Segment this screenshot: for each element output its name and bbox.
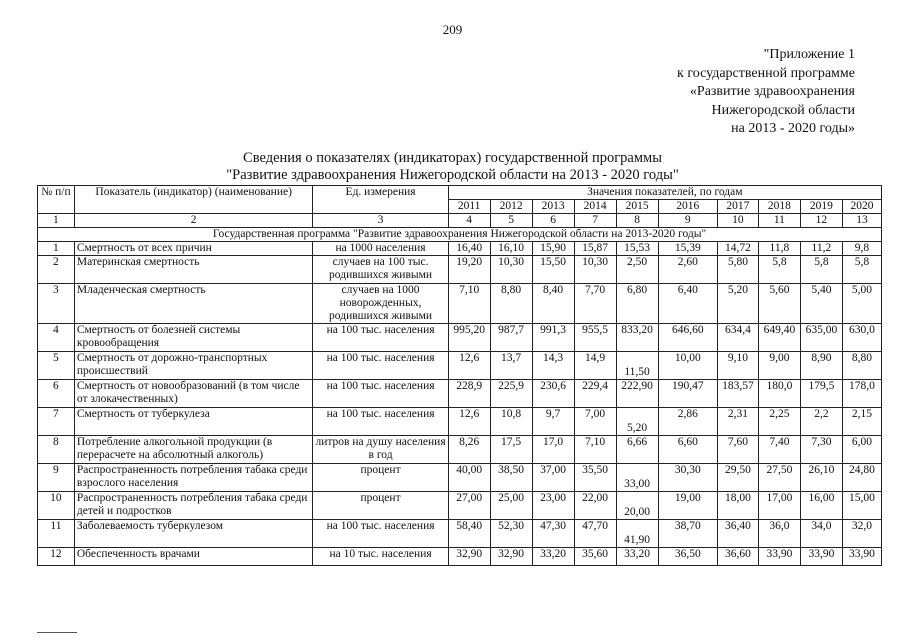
value-cell: 11,50 <box>616 352 658 380</box>
value-cell: 7,60 <box>717 436 758 464</box>
value-cell: 2,31 <box>717 408 758 436</box>
row-number: 5 <box>38 352 75 380</box>
table-row <box>38 408 882 436</box>
value-cell: 15,00 <box>842 492 881 520</box>
value-cell: 8,40 <box>532 284 574 324</box>
header-year: 2017 <box>717 200 758 214</box>
column-number: 12 <box>800 214 842 228</box>
header-num: № п/п <box>38 186 75 214</box>
program-row <box>38 228 882 242</box>
value-cell: 5,00 <box>842 284 881 324</box>
column-number: 5 <box>490 214 532 228</box>
column-number: 13 <box>842 214 881 228</box>
header-year: 2014 <box>574 200 616 214</box>
value-cell: 13,7 <box>490 352 532 380</box>
value-cell: 36,0 <box>758 520 800 548</box>
value-cell: 8,80 <box>842 352 881 380</box>
appendix-line: Нижегородской области <box>711 102 855 118</box>
unit: на 100 тыс. населения <box>313 324 448 352</box>
value-cell: 630,0 <box>842 324 881 352</box>
value-cell: 8,80 <box>490 284 532 324</box>
value-cell: 5,8 <box>842 256 881 284</box>
appendix-line: на 2013 - 2020 годы» <box>731 121 855 136</box>
value-cell: 2,2 <box>800 408 842 436</box>
row-number: 4 <box>38 324 75 352</box>
value-cell: 22,00 <box>574 492 616 520</box>
value-cell: 9,7 <box>532 408 574 436</box>
column-number: 6 <box>532 214 574 228</box>
appendix-line: к государственной программе <box>677 65 855 81</box>
value-cell: 16,00 <box>800 492 842 520</box>
value-cell: 5,20 <box>616 408 658 436</box>
unit: случаев на 1000 новорожденных, родившихся живыми <box>313 284 448 324</box>
value-cell: 179,5 <box>800 380 842 408</box>
value-cell: 35,50 <box>574 464 616 492</box>
value-cell: 833,20 <box>616 324 658 352</box>
table-row <box>38 324 882 352</box>
value-cell: 11,8 <box>758 242 800 256</box>
document-title <box>0 150 905 184</box>
column-number: 2 <box>74 214 313 228</box>
header-year: 2015 <box>616 200 658 214</box>
value-cell: 2,60 <box>658 256 717 284</box>
value-cell: 33,90 <box>800 548 842 566</box>
value-cell: 33,90 <box>758 548 800 566</box>
value-cell: 2,15 <box>842 408 881 436</box>
value-cell: 634,4 <box>717 324 758 352</box>
value-cell: 6,60 <box>658 436 717 464</box>
value-cell: 190,47 <box>658 380 717 408</box>
row-number: 8 <box>38 436 75 464</box>
value-cell: 2,25 <box>758 408 800 436</box>
value-cell: 995,20 <box>448 324 490 352</box>
value-cell: 2,86 <box>658 408 717 436</box>
header-indicator: Показатель (индикатор) (наименование) <box>74 186 313 214</box>
value-cell: 15,50 <box>532 256 574 284</box>
value-cell: 6,00 <box>842 436 881 464</box>
value-cell: 34,0 <box>800 520 842 548</box>
value-cell: 38,70 <box>658 520 717 548</box>
indicator-name: Смертность от дорожно-транспортных происшествий <box>74 352 313 380</box>
value-cell: 36,40 <box>717 520 758 548</box>
unit: процент <box>313 492 448 520</box>
column-number: 4 <box>448 214 490 228</box>
value-cell: 14,72 <box>717 242 758 256</box>
value-cell: 5,80 <box>717 256 758 284</box>
value-cell: 229,4 <box>574 380 616 408</box>
value-cell: 7,10 <box>448 284 490 324</box>
value-cell: 33,20 <box>616 548 658 566</box>
value-cell: 30,30 <box>658 464 717 492</box>
value-cell: 7,00 <box>574 408 616 436</box>
value-cell: 40,00 <box>448 464 490 492</box>
table-row <box>38 380 882 408</box>
program-title: Государственная программа "Развитие здравоохранения Нижегородской области на 2013-2020 годы" <box>38 228 882 242</box>
header-year: 2019 <box>800 200 842 214</box>
value-cell: 7,70 <box>574 284 616 324</box>
indicator-name: Младенческая смертность <box>74 284 313 324</box>
row-number: 1 <box>38 242 75 256</box>
header-year: 2016 <box>658 200 717 214</box>
row-number: 11 <box>38 520 75 548</box>
header-unit: Ед. измерения <box>313 186 448 214</box>
value-cell: 955,5 <box>574 324 616 352</box>
value-cell: 991,3 <box>532 324 574 352</box>
value-cell: 7,40 <box>758 436 800 464</box>
unit: процент <box>313 464 448 492</box>
table-row <box>38 284 882 324</box>
value-cell: 6,40 <box>658 284 717 324</box>
value-cell: 47,70 <box>574 520 616 548</box>
value-cell: 178,0 <box>842 380 881 408</box>
column-number: 9 <box>658 214 717 228</box>
table-row <box>38 242 882 256</box>
table-row <box>38 464 882 492</box>
row-number: 3 <box>38 284 75 324</box>
column-number: 10 <box>717 214 758 228</box>
table-row <box>38 436 882 464</box>
value-cell: 222,90 <box>616 380 658 408</box>
indicator-name: Смертность от туберкулеза <box>74 408 313 436</box>
header-year: 2013 <box>532 200 574 214</box>
title-line-2: "Развитие здравоохранения Нижегородской области на 2013 - 2020 годы" <box>226 167 679 183</box>
unit: на 100 тыс. населения <box>313 408 448 436</box>
value-cell: 58,40 <box>448 520 490 548</box>
indicators-table <box>37 185 882 566</box>
unit: случаев на 100 тыс. родившихся живыми <box>313 256 448 284</box>
row-number: 9 <box>38 464 75 492</box>
value-cell: 15,90 <box>532 242 574 256</box>
value-cell: 10,00 <box>658 352 717 380</box>
indicator-name: Распространенность потребления табака среди детей и подростков <box>74 492 313 520</box>
value-cell: 5,40 <box>800 284 842 324</box>
value-cell: 32,90 <box>490 548 532 566</box>
value-cell: 29,50 <box>717 464 758 492</box>
appendix-line: «Развитие здравоохранения <box>689 84 855 99</box>
table-row <box>38 256 882 284</box>
value-cell: 37,00 <box>532 464 574 492</box>
indicator-name: Смертность от болезней системы кровообращения <box>74 324 313 352</box>
value-cell: 41,90 <box>616 520 658 548</box>
value-cell: 10,8 <box>490 408 532 436</box>
column-number: 3 <box>313 214 448 228</box>
value-cell: 26,10 <box>800 464 842 492</box>
row-number: 12 <box>38 548 75 566</box>
indicator-name: Материнская смертность <box>74 256 313 284</box>
indicator-name: Смертность от всех причин <box>74 242 313 256</box>
value-cell: 7,10 <box>574 436 616 464</box>
value-cell: 32,90 <box>448 548 490 566</box>
indicator-name: Обеспеченность врачами <box>74 548 313 566</box>
value-cell: 38,50 <box>490 464 532 492</box>
value-cell: 15,39 <box>658 242 717 256</box>
value-cell: 16,10 <box>490 242 532 256</box>
value-cell: 5,8 <box>800 256 842 284</box>
value-cell: 10,30 <box>490 256 532 284</box>
value-cell: 15,87 <box>574 242 616 256</box>
indicator-name: Смертность от новообразований (в том числе от злокачественных) <box>74 380 313 408</box>
column-number: 7 <box>574 214 616 228</box>
value-cell: 649,40 <box>758 324 800 352</box>
value-cell: 32,0 <box>842 520 881 548</box>
row-number: 6 <box>38 380 75 408</box>
value-cell: 14,3 <box>532 352 574 380</box>
indicator-name: Распространенность потребления табака среди взрослого населения <box>74 464 313 492</box>
header-year: 2011 <box>448 200 490 214</box>
row-number: 7 <box>38 408 75 436</box>
value-cell: 27,50 <box>758 464 800 492</box>
appendix-line: "Приложение 1 <box>763 47 855 62</box>
header-year: 2020 <box>842 200 881 214</box>
value-cell: 12,6 <box>448 352 490 380</box>
value-cell: 25,00 <box>490 492 532 520</box>
unit: на 10 тыс. населения <box>313 548 448 566</box>
value-cell: 19,20 <box>448 256 490 284</box>
value-cell: 6,80 <box>616 284 658 324</box>
table-row <box>38 492 882 520</box>
value-cell: 36,50 <box>658 548 717 566</box>
row-number: 10 <box>38 492 75 520</box>
value-cell: 27,00 <box>448 492 490 520</box>
value-cell: 12,6 <box>448 408 490 436</box>
column-number: 11 <box>758 214 800 228</box>
value-cell: 183,57 <box>717 380 758 408</box>
value-cell: 5,8 <box>758 256 800 284</box>
value-cell: 9,8 <box>842 242 881 256</box>
value-cell: 646,60 <box>658 324 717 352</box>
value-cell: 8,26 <box>448 436 490 464</box>
page-number: 209 <box>442 22 463 37</box>
value-cell: 36,60 <box>717 548 758 566</box>
header-year: 2018 <box>758 200 800 214</box>
value-cell: 35,60 <box>574 548 616 566</box>
value-cell: 16,40 <box>448 242 490 256</box>
value-cell: 9,10 <box>717 352 758 380</box>
table-row <box>38 352 882 380</box>
table-row <box>38 520 882 548</box>
title-line-1: Сведения о показателях (индикаторах) государственной программы <box>243 150 662 166</box>
value-cell: 8,90 <box>800 352 842 380</box>
table-row <box>38 548 882 566</box>
unit: на 1000 населения <box>313 242 448 256</box>
header-values-group: Значения показателей, по годам <box>448 186 881 200</box>
row-number: 2 <box>38 256 75 284</box>
value-cell: 17,00 <box>758 492 800 520</box>
header-year: 2012 <box>490 200 532 214</box>
column-numbers-row <box>38 214 882 228</box>
header-row <box>38 186 882 200</box>
appendix-note <box>677 46 855 139</box>
value-cell: 33,90 <box>842 548 881 566</box>
value-cell: 635,00 <box>800 324 842 352</box>
value-cell: 987,7 <box>490 324 532 352</box>
indicator-name: Заболеваемость туберкулезом <box>74 520 313 548</box>
value-cell: 17,0 <box>532 436 574 464</box>
value-cell: 33,20 <box>532 548 574 566</box>
value-cell: 52,30 <box>490 520 532 548</box>
unit: на 100 тыс. населения <box>313 520 448 548</box>
value-cell: 5,60 <box>758 284 800 324</box>
value-cell: 225,9 <box>490 380 532 408</box>
value-cell: 2,50 <box>616 256 658 284</box>
value-cell: 10,30 <box>574 256 616 284</box>
value-cell: 15,53 <box>616 242 658 256</box>
value-cell: 24,80 <box>842 464 881 492</box>
value-cell: 33,00 <box>616 464 658 492</box>
value-cell: 7,30 <box>800 436 842 464</box>
value-cell: 9,00 <box>758 352 800 380</box>
value-cell: 14,9 <box>574 352 616 380</box>
unit: на 100 тыс. населения <box>313 380 448 408</box>
column-number: 8 <box>616 214 658 228</box>
unit: на 100 тыс. населения <box>313 352 448 380</box>
unit: литров на душу населения в год <box>313 436 448 464</box>
value-cell: 228,9 <box>448 380 490 408</box>
indicator-name: Потребление алкогольной продукции (в перерасчете на абсолютный алкоголь) <box>74 436 313 464</box>
value-cell: 11,2 <box>800 242 842 256</box>
value-cell: 230,6 <box>532 380 574 408</box>
value-cell: 6,66 <box>616 436 658 464</box>
value-cell: 47,30 <box>532 520 574 548</box>
value-cell: 18,00 <box>717 492 758 520</box>
footer-line <box>37 632 77 633</box>
column-number: 1 <box>38 214 75 228</box>
value-cell: 20,00 <box>616 492 658 520</box>
value-cell: 19,00 <box>658 492 717 520</box>
value-cell: 17,5 <box>490 436 532 464</box>
value-cell: 5,20 <box>717 284 758 324</box>
value-cell: 180,0 <box>758 380 800 408</box>
value-cell: 23,00 <box>532 492 574 520</box>
